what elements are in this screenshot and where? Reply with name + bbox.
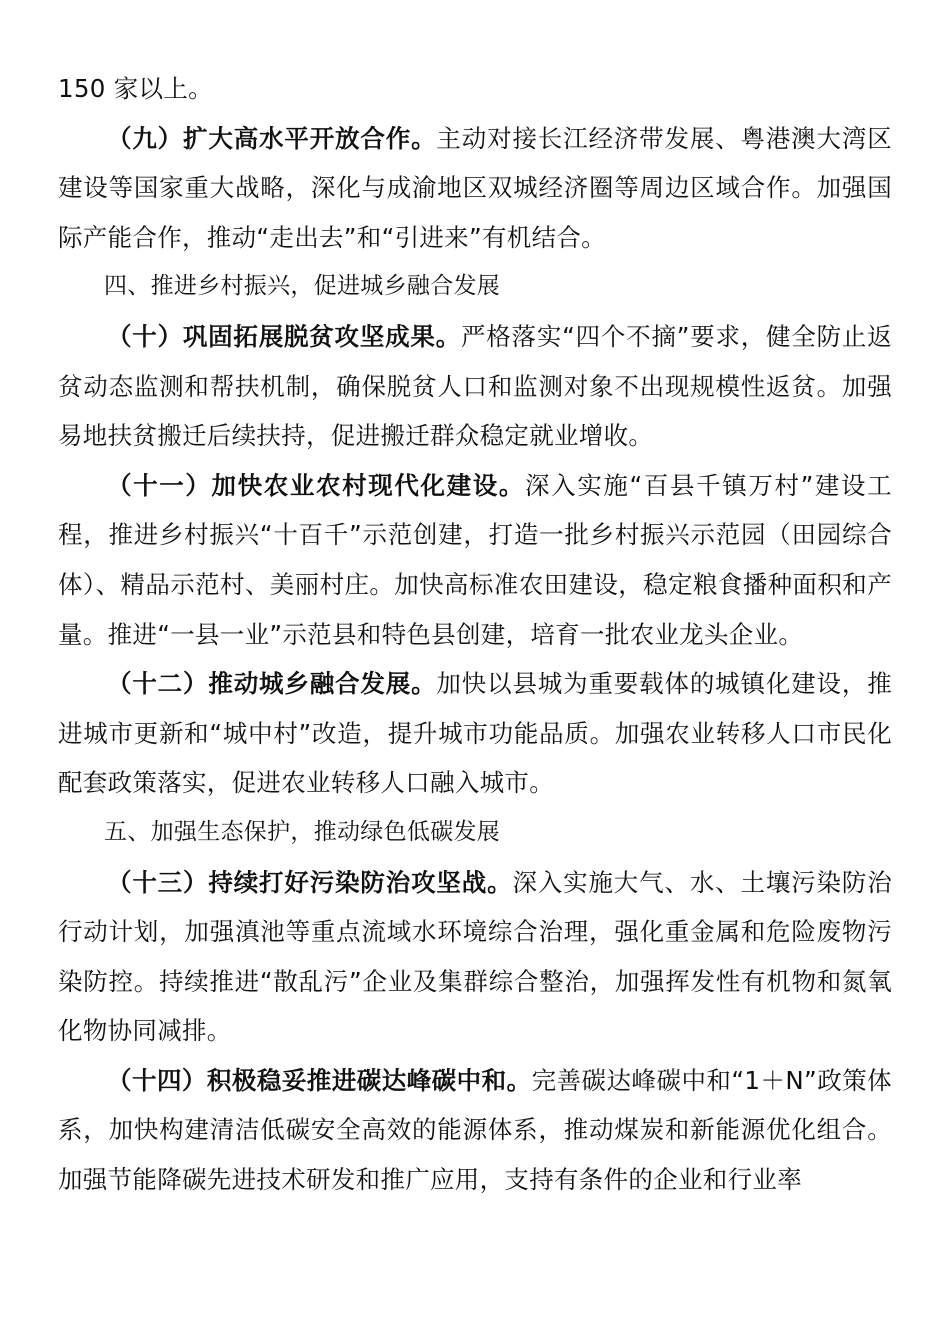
paragraph-body: 深入实施“百县千镇万村”建设工程，推进乡村振兴“十百千”示范创建，打造一批乡村振兴示范园（田园综合体）、精品示范村、美丽村庄。加快高标准农田建设，稳定粮食播种面积和产量。推进“一县一业”示范县和特色县创建，培育一批农业龙头企业。 — [58, 470, 892, 649]
paragraph-body: 深入实施大气、水、土壤污染防治行动计划，加强滇池等重点流域水环境综合治理，强化重金属和危险废物污染防控。持续推进“散乱污”企业及集群综合整治，加强挥发性有机物和氮氧化物协同减排。 — [58, 867, 892, 1046]
paragraph-body: 主动对接长江经济带发展、粤港澳大湾区建设等国家重大战略，深化与成渝地区双城经济圈等周边区域合作。加强国际产能合作，推动“走出去”和“引进来”有机结合。 — [58, 123, 892, 252]
paragraph-continuation — [58, 64, 892, 114]
section-heading-text: 五、加强生态保护，推动绿色低碳发展 — [104, 818, 501, 845]
paragraph-13 — [58, 858, 892, 1056]
section-heading-5 — [58, 808, 892, 858]
paragraph-14 — [58, 1056, 892, 1205]
paragraph-body: 150 家以上。 — [58, 74, 213, 103]
paragraph-lead: （九）扩大高水平开放合作。 — [107, 123, 437, 153]
paragraph-9 — [58, 114, 892, 263]
paragraph-body: 完善碳达峰碳中和“1＋N”政策体系，加快构建清洁低碳安全高效的能源体系，推动煤炭和新能源优化组合。加强节能降碳先进技术研发和推广应用，支持有条件的企业和行业率 — [58, 1065, 892, 1195]
paragraph-body: 严格落实“四个不摘”要求，健全防止返贫动态监测和帮扶机制，确保脱贫人口和监测对象不出现规模性返贫。加强易地扶贫搬迁后续扶持，促进搬迁群众稳定就业增收。 — [58, 321, 892, 451]
paragraph-lead: （十二）推动城乡融合发展。 — [107, 669, 437, 699]
paragraph-10 — [58, 312, 892, 461]
paragraph-lead: （十）巩固拓展脱贫攻坚成果。 — [107, 321, 461, 351]
paragraph-lead: （十三）持续打好污染防治攻坚战。 — [107, 867, 513, 897]
section-heading-text: 四、推进乡村振兴，促进城乡融合发展 — [104, 273, 501, 300]
section-heading-4 — [58, 262, 892, 312]
paragraph-body: 加快以县城为重要载体的城镇化建设，推进城市更新和“城中村”改造，提升城市功能品质。加强农业转移人口市民化配套政策落实，促进农业转移人口融入城市。 — [58, 669, 892, 798]
paragraph-lead: （十一）加快农业农村现代化建设。 — [107, 470, 526, 500]
document-body — [58, 64, 892, 1205]
paragraph-11 — [58, 461, 892, 659]
paragraph-12 — [58, 659, 892, 808]
paragraph-lead: （十四）积极稳妥推进碳达峰碳中和。 — [107, 1065, 532, 1095]
